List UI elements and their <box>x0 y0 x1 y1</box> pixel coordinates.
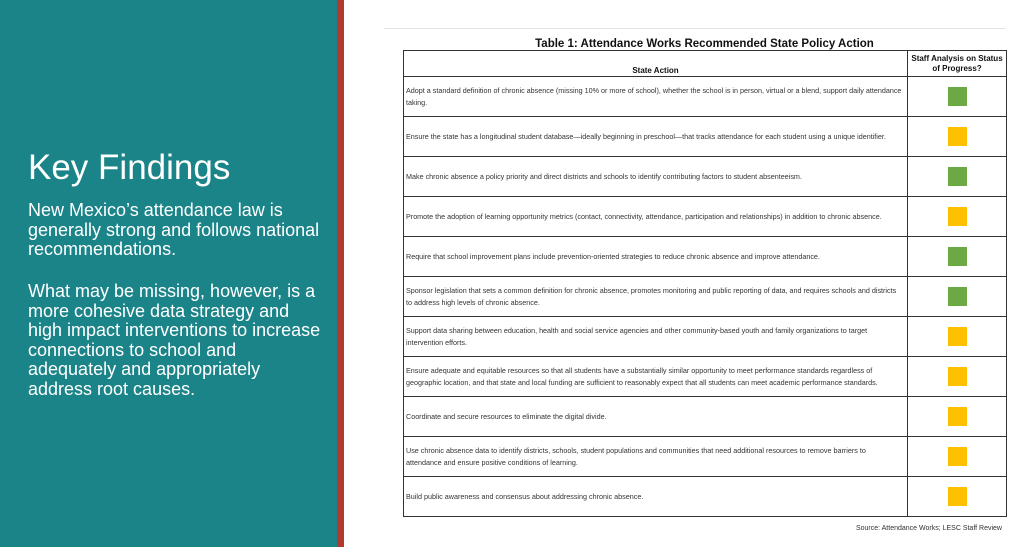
status-cell <box>908 357 1007 397</box>
status-cell <box>908 397 1007 437</box>
status-indicator <box>948 367 967 386</box>
header-rule <box>384 28 1006 29</box>
table-title: Table 1: Attendance Works Recommended State Policy Action <box>535 38 874 50</box>
findings-paragraph-1: New Mexico’s attendance law is generally strong and follows national recommendations. <box>28 200 320 260</box>
table-row <box>404 437 1007 477</box>
table-row <box>404 397 1007 437</box>
state-action-cell: Coordinate and secure resources to eliminate the digital divide. <box>404 397 908 437</box>
table-header-row <box>404 51 1007 77</box>
table-row <box>404 357 1007 397</box>
table-row <box>404 197 1007 237</box>
table-row <box>404 237 1007 277</box>
table-row <box>404 277 1007 317</box>
findings-paragraph-2: What may be missing, however, is a more cohesive data strategy and high impact interventions to increase connections to school and adequately and appropriately address root causes. <box>28 281 321 399</box>
status-indicator <box>948 447 967 466</box>
state-action-cell: Make chronic absence a policy priority and direct districts and schools to identify contributing factors to student absenteeism. <box>404 157 908 197</box>
panel-divider <box>337 0 344 547</box>
findings-title: Key Findings <box>28 148 231 187</box>
column-header-status: Staff Analysis on Status of Progress? <box>908 51 1007 77</box>
status-cell <box>908 117 1007 157</box>
table-row <box>404 77 1007 117</box>
findings-panel <box>0 0 337 547</box>
status-indicator <box>948 487 967 506</box>
status-indicator <box>948 247 967 266</box>
state-action-cell: Promote the adoption of learning opportunity metrics (contact, connectivity, attendance, participation and relationships) in addition to chronic absence. <box>404 197 908 237</box>
status-cell <box>908 77 1007 117</box>
status-cell <box>908 237 1007 277</box>
status-indicator <box>948 167 967 186</box>
status-cell <box>908 197 1007 237</box>
table-row <box>404 477 1007 517</box>
table-row <box>404 157 1007 197</box>
status-indicator <box>948 127 967 146</box>
status-indicator <box>948 87 967 106</box>
state-action-cell: Ensure adequate and equitable resources so that all students have a substantially similar opportunity to meet performance standards regardless of geographic location, and that state and local funding are sufficient to reasonably expect that all students can meet academic performance standards. <box>404 357 908 397</box>
status-indicator <box>948 327 967 346</box>
status-cell <box>908 477 1007 517</box>
state-action-cell: Sponsor legislation that sets a common definition for chronic absence, promotes monitoring and public reporting of data, and requires schools and districts to address high levels of chronic absence. <box>404 277 908 317</box>
column-header-state-action: State Action <box>404 51 908 77</box>
status-indicator <box>948 407 967 426</box>
state-action-cell: Adopt a standard definition of chronic absence (missing 10% or more of school), whether the school is in person, virtual or a blend, support daily attendance taking. <box>404 77 908 117</box>
table-row <box>404 117 1007 157</box>
status-indicator <box>948 207 967 226</box>
status-cell <box>908 317 1007 357</box>
state-action-cell: Require that school improvement plans include prevention-oriented strategies to reduce chronic absence and improve attendance. <box>404 237 908 277</box>
state-action-cell: Support data sharing between education, health and social service agencies and other community-based youth and family organizations to target intervention efforts. <box>404 317 908 357</box>
source-note: Source: Attendance Works; LESC Staff Review <box>855 525 1002 532</box>
status-cell <box>908 277 1007 317</box>
policy-table <box>403 50 1007 517</box>
state-action-cell: Build public awareness and consensus about addressing chronic absence. <box>404 477 908 517</box>
status-cell <box>908 157 1007 197</box>
state-action-cell: Use chronic absence data to identify districts, schools, student populations and communities that need additional resources to remove barriers to attendance and ensure positive conditions of learning. <box>404 437 908 477</box>
status-cell <box>908 437 1007 477</box>
table-row <box>404 317 1007 357</box>
status-indicator <box>948 287 967 306</box>
state-action-cell: Ensure the state has a longitudinal student database—ideally beginning in preschool—that tracks attendance for each student using a unique identifier. <box>404 117 908 157</box>
